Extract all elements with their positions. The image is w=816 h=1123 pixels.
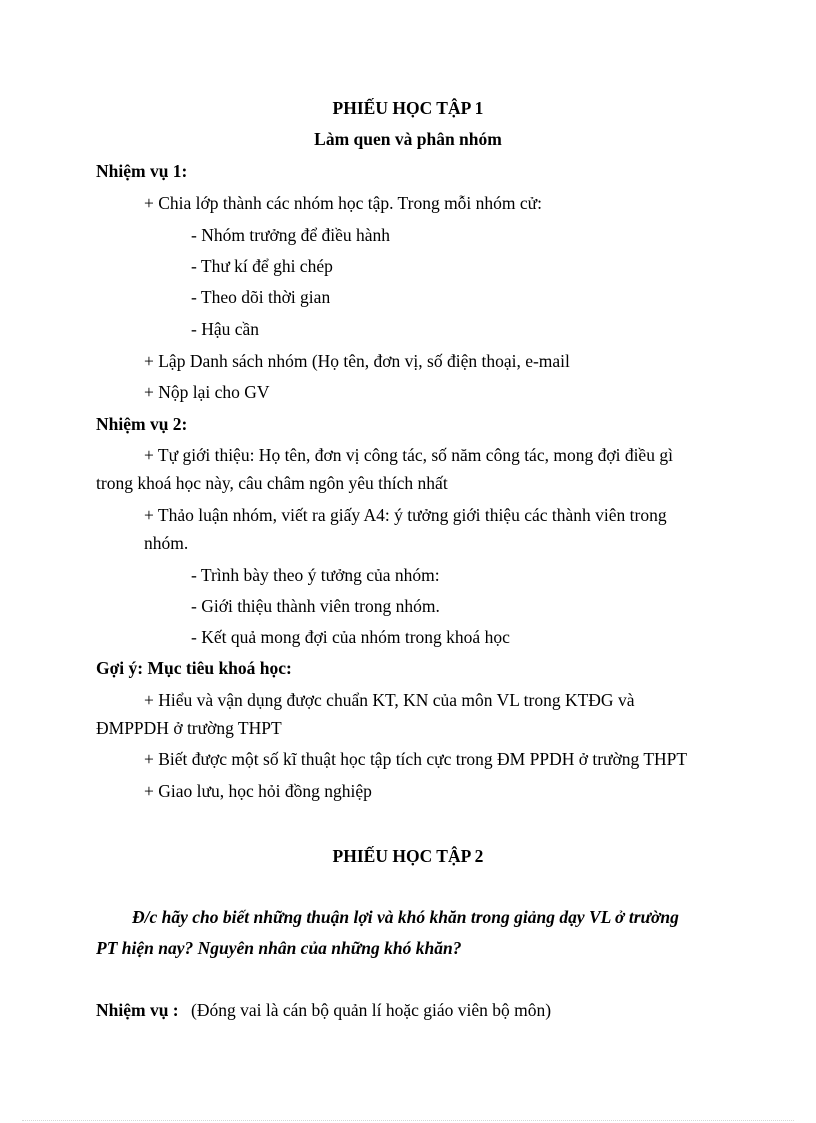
task2-heading: Nhiệm vụ 2:	[96, 414, 188, 434]
task1-item-3: + Nộp lại cho GV	[144, 382, 270, 402]
sheet2-task-label: Nhiệm vụ :	[96, 1000, 179, 1020]
task2-item-1-line-2: trong khoá học này, câu châm ngôn yêu thích nhất	[96, 473, 448, 493]
suggestion-heading: Gợi ý: Mục tiêu khoá học:	[96, 658, 292, 678]
page-bottom-divider	[22, 1120, 794, 1121]
task2-subitem-2: - Giới thiệu thành viên trong nhóm.	[191, 596, 440, 616]
task2-subitem-3: - Kết quả mong đợi của nhóm trong khoá học	[191, 627, 510, 647]
task2-item-2-line-1: + Thảo luận nhóm, viết ra giấy A4: ý tưởng giới thiệu các thành viên trong	[144, 505, 667, 525]
task1-subitem-4: - Hậu cần	[191, 319, 260, 339]
sheet2-task-text: (Đóng vai là cán bộ quản lí hoặc giáo viên bộ môn)	[191, 1000, 552, 1020]
task1-item-2: + Lập Danh sách nhóm (Họ tên, đơn vị, số điện thoại, e-mail	[144, 351, 570, 371]
task1-subitem-2: - Thư kí để ghi chép	[191, 256, 333, 276]
task1-heading: Nhiệm vụ 1:	[96, 161, 188, 181]
task2-item-2-line-2: nhóm.	[144, 533, 189, 553]
sheet2-task-line	[96, 999, 551, 1021]
suggestion-item-3: + Giao lưu, học hỏi đồng nghiệp	[144, 781, 372, 801]
suggestion-item-1-line-1: + Hiểu và vận dụng được chuẩn KT, KN của môn VL trong KTĐG và	[144, 690, 635, 710]
sheet2-title: PHIẾU HỌC TẬP 2	[332, 846, 484, 866]
sheet1-subtitle: Làm quen và phân nhóm	[314, 129, 502, 149]
task1-item-1: + Chia lớp thành các nhóm học tập. Trong mỗi nhóm cử:	[144, 193, 543, 213]
task2-subitem-1: - Trình bày theo ý tưởng của nhóm:	[191, 565, 440, 585]
sheet1-title: PHIẾU HỌC TẬP 1	[332, 98, 484, 118]
sheet2-question-line-2: PT hiện nay? Nguyên nhân của những khó khăn?	[96, 938, 462, 958]
task2-item-1-line-1: + Tự giới thiệu: Họ tên, đơn vị công tác, số năm công tác, mong đợi điều gì	[144, 445, 673, 465]
task1-subitem-3: - Theo dõi thời gian	[191, 287, 331, 307]
sheet2-question-line-1: Đ/c hãy cho biết những thuận lợi và khó khăn trong giảng dạy VL ở trường	[132, 907, 679, 927]
task1-subitem-1: - Nhóm trưởng để điều hành	[191, 225, 391, 245]
suggestion-item-2: + Biết được một số kĩ thuật học tập tích cực trong ĐM PPDH ở trường THPT	[144, 749, 688, 769]
suggestion-item-1-line-2: ĐMPPDH ở trường THPT	[96, 718, 282, 738]
